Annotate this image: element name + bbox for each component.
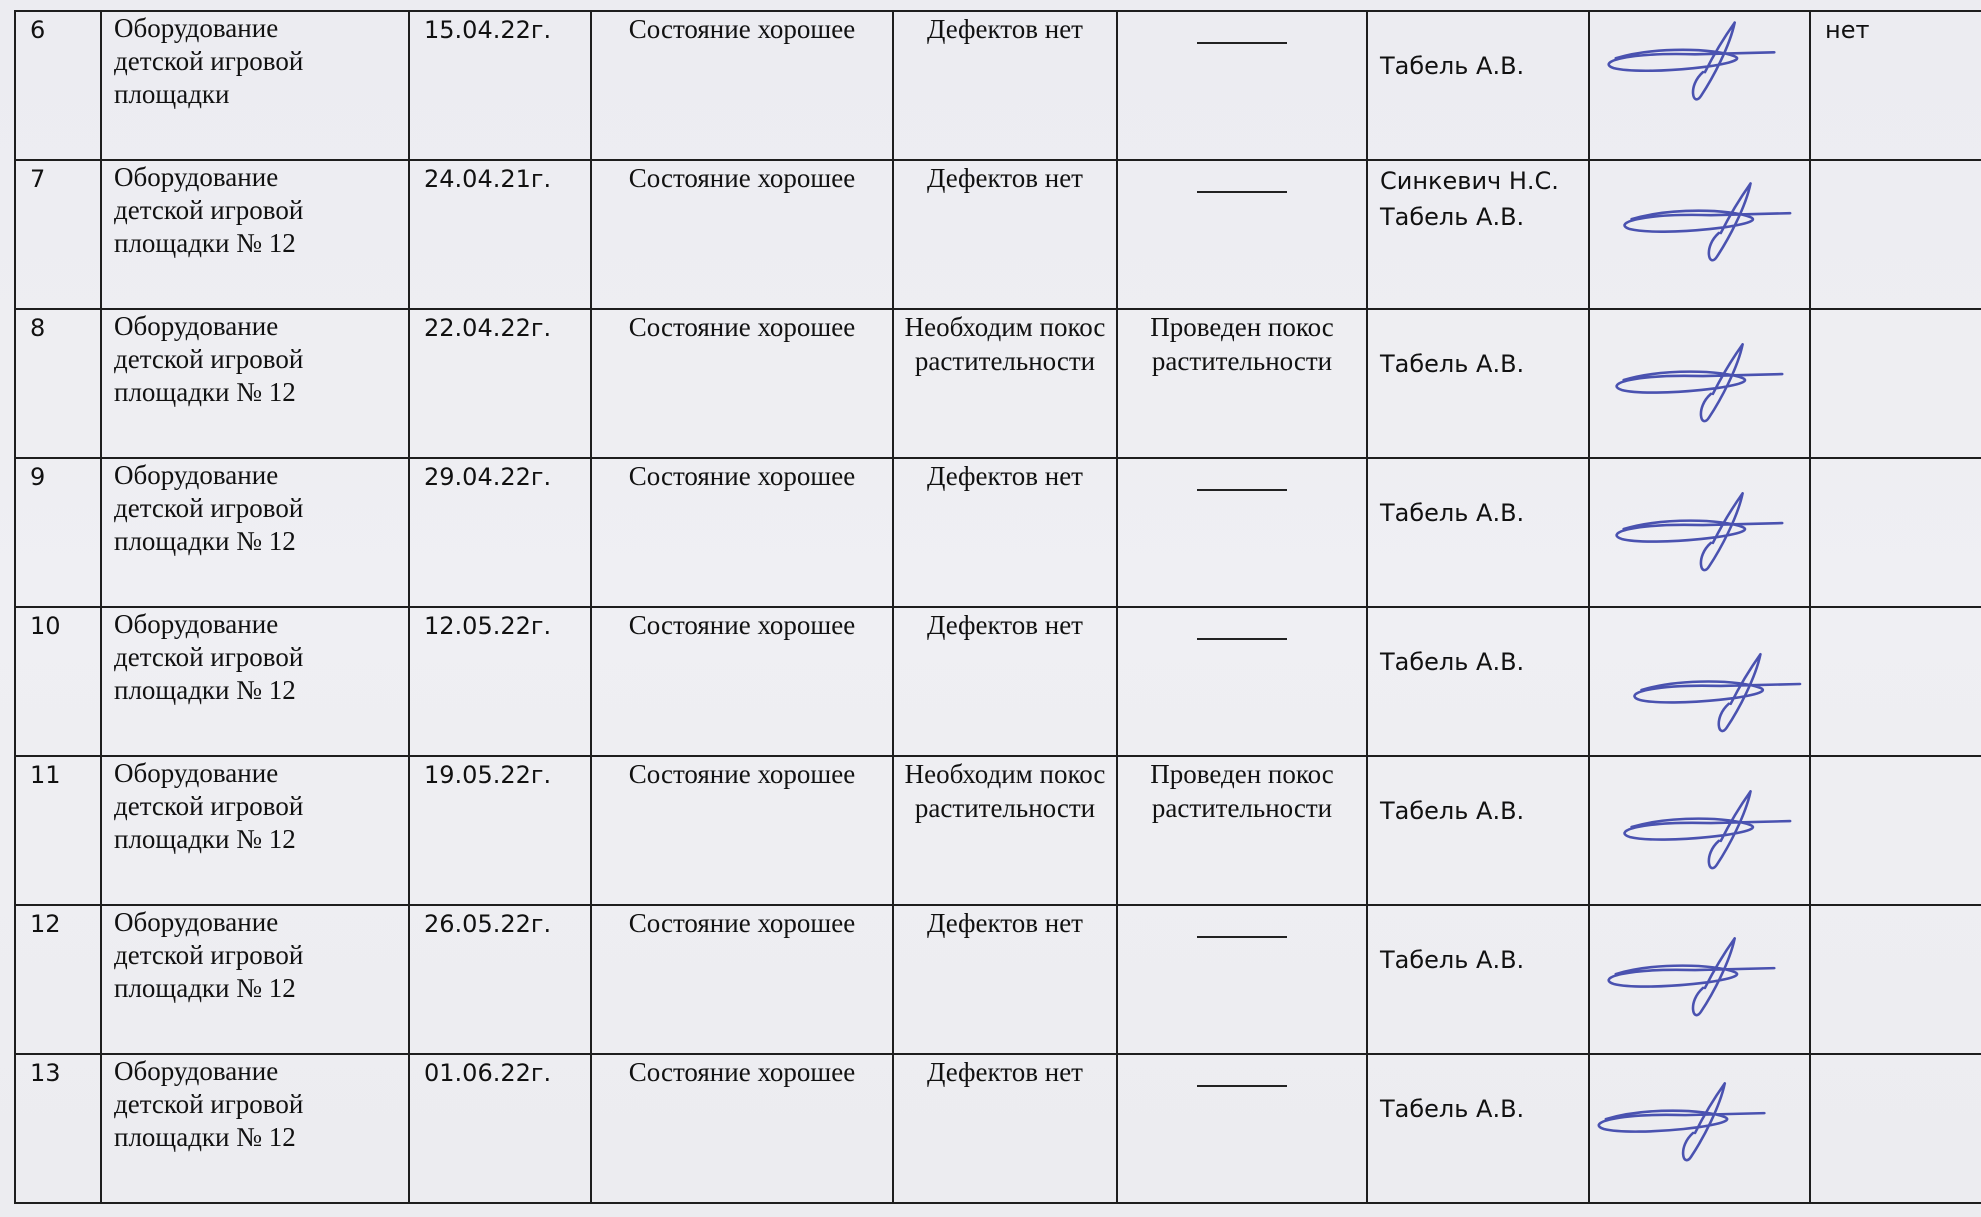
row-number-cell (15, 309, 101, 458)
equipment-name-line: Оборудование (114, 162, 279, 192)
table-row (15, 756, 1981, 905)
condition-text: Состояние хорошее (628, 759, 856, 789)
inspection-date: 15.04.22г. (424, 16, 552, 44)
defects-text: Дефектов нет (927, 14, 1083, 44)
inspector-name: Табель А.В. (1380, 946, 1525, 974)
note-cell (1810, 160, 1981, 309)
inspector-name: Табель А.В. (1380, 203, 1525, 231)
table-row (15, 11, 1981, 160)
row-number-cell (15, 1054, 101, 1203)
defects-cell (893, 309, 1117, 458)
defects-cell (893, 756, 1117, 905)
defects-text: Дефектов нет (927, 908, 1083, 938)
inspector-name: Табель А.В. (1380, 52, 1525, 80)
inspection-date-cell (409, 160, 591, 309)
table-row (15, 458, 1981, 607)
signature-icon (1590, 161, 1809, 308)
inspector-cell (1367, 160, 1589, 309)
signature-cell (1589, 905, 1810, 1054)
defects-cell (893, 607, 1117, 756)
inspection-log-body (15, 11, 1981, 1203)
condition-text: Состояние хорошее (628, 461, 856, 491)
inspector-name: Табель А.В. (1380, 797, 1525, 825)
condition-cell (591, 905, 893, 1054)
action-cell (1117, 607, 1367, 756)
action-cell (1117, 309, 1367, 458)
note-cell (1810, 607, 1981, 756)
inspector-name: Синкевич Н.С. (1380, 167, 1559, 195)
equipment-cell (101, 607, 409, 756)
defects-text: Дефектов нет (927, 610, 1083, 640)
signature-icon (1590, 1055, 1809, 1202)
note-cell (1810, 458, 1981, 607)
row-number: 13 (30, 1059, 61, 1087)
signature-cell (1589, 160, 1810, 309)
inspection-date: 26.05.22г. (424, 910, 552, 938)
equipment-name-line: детской игровой (114, 344, 304, 374)
defects-cell (893, 160, 1117, 309)
empty-dash (1197, 1085, 1287, 1087)
inspector-cell (1367, 1054, 1589, 1203)
action-cell (1117, 905, 1367, 1054)
row-number-cell (15, 11, 101, 160)
inspection-date: 19.05.22г. (424, 761, 552, 789)
signature-icon (1590, 459, 1809, 606)
inspector-name: Табель А.В. (1380, 499, 1525, 527)
defects-text: Необходим покос растительности (904, 759, 1106, 823)
inspector-cell (1367, 11, 1589, 160)
equipment-cell (101, 905, 409, 1054)
note-cell (1810, 11, 1981, 160)
equipment-name-line: площадки № 12 (114, 228, 296, 258)
equipment-name-line: Оборудование (114, 1056, 279, 1086)
note-cell (1810, 1054, 1981, 1203)
row-number: 11 (30, 761, 61, 789)
equipment-name-line: детской игровой (114, 642, 304, 672)
row-number: 7 (30, 165, 46, 193)
inspection-date: 12.05.22г. (424, 612, 552, 640)
signature-cell (1589, 1054, 1810, 1203)
equipment-name-line: Оборудование (114, 13, 279, 43)
equipment-name-line: детской игровой (114, 493, 304, 523)
table-row (15, 607, 1981, 756)
equipment-name-line: детской игровой (114, 1089, 304, 1119)
condition-text: Состояние хорошее (628, 312, 856, 342)
inspector-cell (1367, 905, 1589, 1054)
equipment-cell (101, 1054, 409, 1203)
condition-text: Состояние хорошее (628, 610, 856, 640)
equipment-cell (101, 309, 409, 458)
condition-cell (591, 1054, 893, 1203)
table-row (15, 309, 1981, 458)
inspection-date-cell (409, 756, 591, 905)
equipment-name-line: площадки № 12 (114, 824, 296, 854)
equipment-name-line: детской игровой (114, 791, 304, 821)
note-cell (1810, 756, 1981, 905)
inspection-date-cell (409, 458, 591, 607)
empty-dash (1197, 489, 1287, 491)
equipment-name-line: Оборудование (114, 311, 279, 341)
inspector-name: Табель А.В. (1380, 648, 1525, 676)
equipment-name-line: Оборудование (114, 758, 279, 788)
signature-icon (1590, 608, 1809, 755)
equipment-name-line: детской игровой (114, 195, 304, 225)
note-cell (1810, 905, 1981, 1054)
inspector-cell (1367, 607, 1589, 756)
inspection-date-cell (409, 11, 591, 160)
equipment-name-line: площадки № 12 (114, 526, 296, 556)
signature-icon (1590, 906, 1809, 1053)
row-number-cell (15, 458, 101, 607)
action-text: Проведен покос растительности (1150, 759, 1334, 823)
inspection-date: 29.04.22г. (424, 463, 552, 491)
condition-text: Состояние хорошее (628, 908, 856, 938)
inspector-cell (1367, 756, 1589, 905)
inspector-name: Табель А.В. (1380, 1095, 1525, 1123)
action-cell (1117, 160, 1367, 309)
defects-cell (893, 458, 1117, 607)
defects-cell (893, 905, 1117, 1054)
row-number: 12 (30, 910, 61, 938)
inspection-date: 24.04.21г. (424, 165, 552, 193)
row-number-cell (15, 160, 101, 309)
table-row (15, 160, 1981, 309)
inspection-date-cell (409, 905, 591, 1054)
row-number-cell (15, 905, 101, 1054)
condition-text: Состояние хорошее (628, 1057, 856, 1087)
empty-dash (1197, 638, 1287, 640)
signature-cell (1589, 309, 1810, 458)
condition-text: Состояние хорошее (628, 14, 856, 44)
condition-cell (591, 309, 893, 458)
signature-cell (1589, 607, 1810, 756)
signature-icon (1590, 12, 1809, 159)
equipment-name-line: площадки № 12 (114, 1122, 296, 1152)
signature-cell (1589, 458, 1810, 607)
equipment-name-line: площадки № 12 (114, 377, 296, 407)
inspector-name: Табель А.В. (1380, 350, 1525, 378)
inspection-date-cell (409, 309, 591, 458)
note-cell (1810, 309, 1981, 458)
action-cell (1117, 11, 1367, 160)
row-number: 9 (30, 463, 46, 491)
defects-text: Необходим покос растительности (904, 312, 1106, 376)
row-number: 10 (30, 612, 61, 640)
defects-text: Дефектов нет (927, 1057, 1083, 1087)
equipment-name-line: площадки № 12 (114, 973, 296, 1003)
condition-cell (591, 756, 893, 905)
inspection-log-table (14, 10, 1981, 1204)
equipment-name-line: Оборудование (114, 609, 279, 639)
equipment-name-line: детской игровой (114, 940, 304, 970)
action-text: Проведен покос растительности (1150, 312, 1334, 376)
row-number-cell (15, 607, 101, 756)
equipment-name-line: Оборудование (114, 460, 279, 490)
inspector-cell (1367, 458, 1589, 607)
row-number-cell (15, 756, 101, 905)
signature-cell (1589, 11, 1810, 160)
equipment-name-line: детской игровой (114, 46, 304, 76)
signature-icon (1590, 757, 1809, 904)
signature-icon (1590, 310, 1809, 457)
equipment-cell (101, 160, 409, 309)
row-number: 6 (30, 16, 46, 44)
row-number: 8 (30, 314, 46, 342)
equipment-cell (101, 11, 409, 160)
condition-cell (591, 11, 893, 160)
equipment-cell (101, 756, 409, 905)
empty-dash (1197, 42, 1287, 44)
condition-cell (591, 458, 893, 607)
condition-text: Состояние хорошее (628, 163, 856, 193)
action-cell (1117, 756, 1367, 905)
action-cell (1117, 458, 1367, 607)
equipment-name-line: площадки № 12 (114, 675, 296, 705)
inspection-date: 22.04.22г. (424, 314, 552, 342)
action-cell (1117, 1054, 1367, 1203)
signature-cell (1589, 756, 1810, 905)
table-row (15, 1054, 1981, 1203)
inspector-cell (1367, 309, 1589, 458)
empty-dash (1197, 191, 1287, 193)
defects-cell (893, 1054, 1117, 1203)
equipment-name-line: Оборудование (114, 907, 279, 937)
inspection-date: 01.06.22г. (424, 1059, 552, 1087)
note-text: нет (1825, 16, 1870, 44)
equipment-name-line: площадки (114, 79, 230, 109)
equipment-cell (101, 458, 409, 607)
condition-cell (591, 160, 893, 309)
defects-text: Дефектов нет (927, 163, 1083, 193)
empty-dash (1197, 936, 1287, 938)
defects-text: Дефектов нет (927, 461, 1083, 491)
inspection-date-cell (409, 1054, 591, 1203)
inspection-date-cell (409, 607, 591, 756)
condition-cell (591, 607, 893, 756)
table-row (15, 905, 1981, 1054)
defects-cell (893, 11, 1117, 160)
